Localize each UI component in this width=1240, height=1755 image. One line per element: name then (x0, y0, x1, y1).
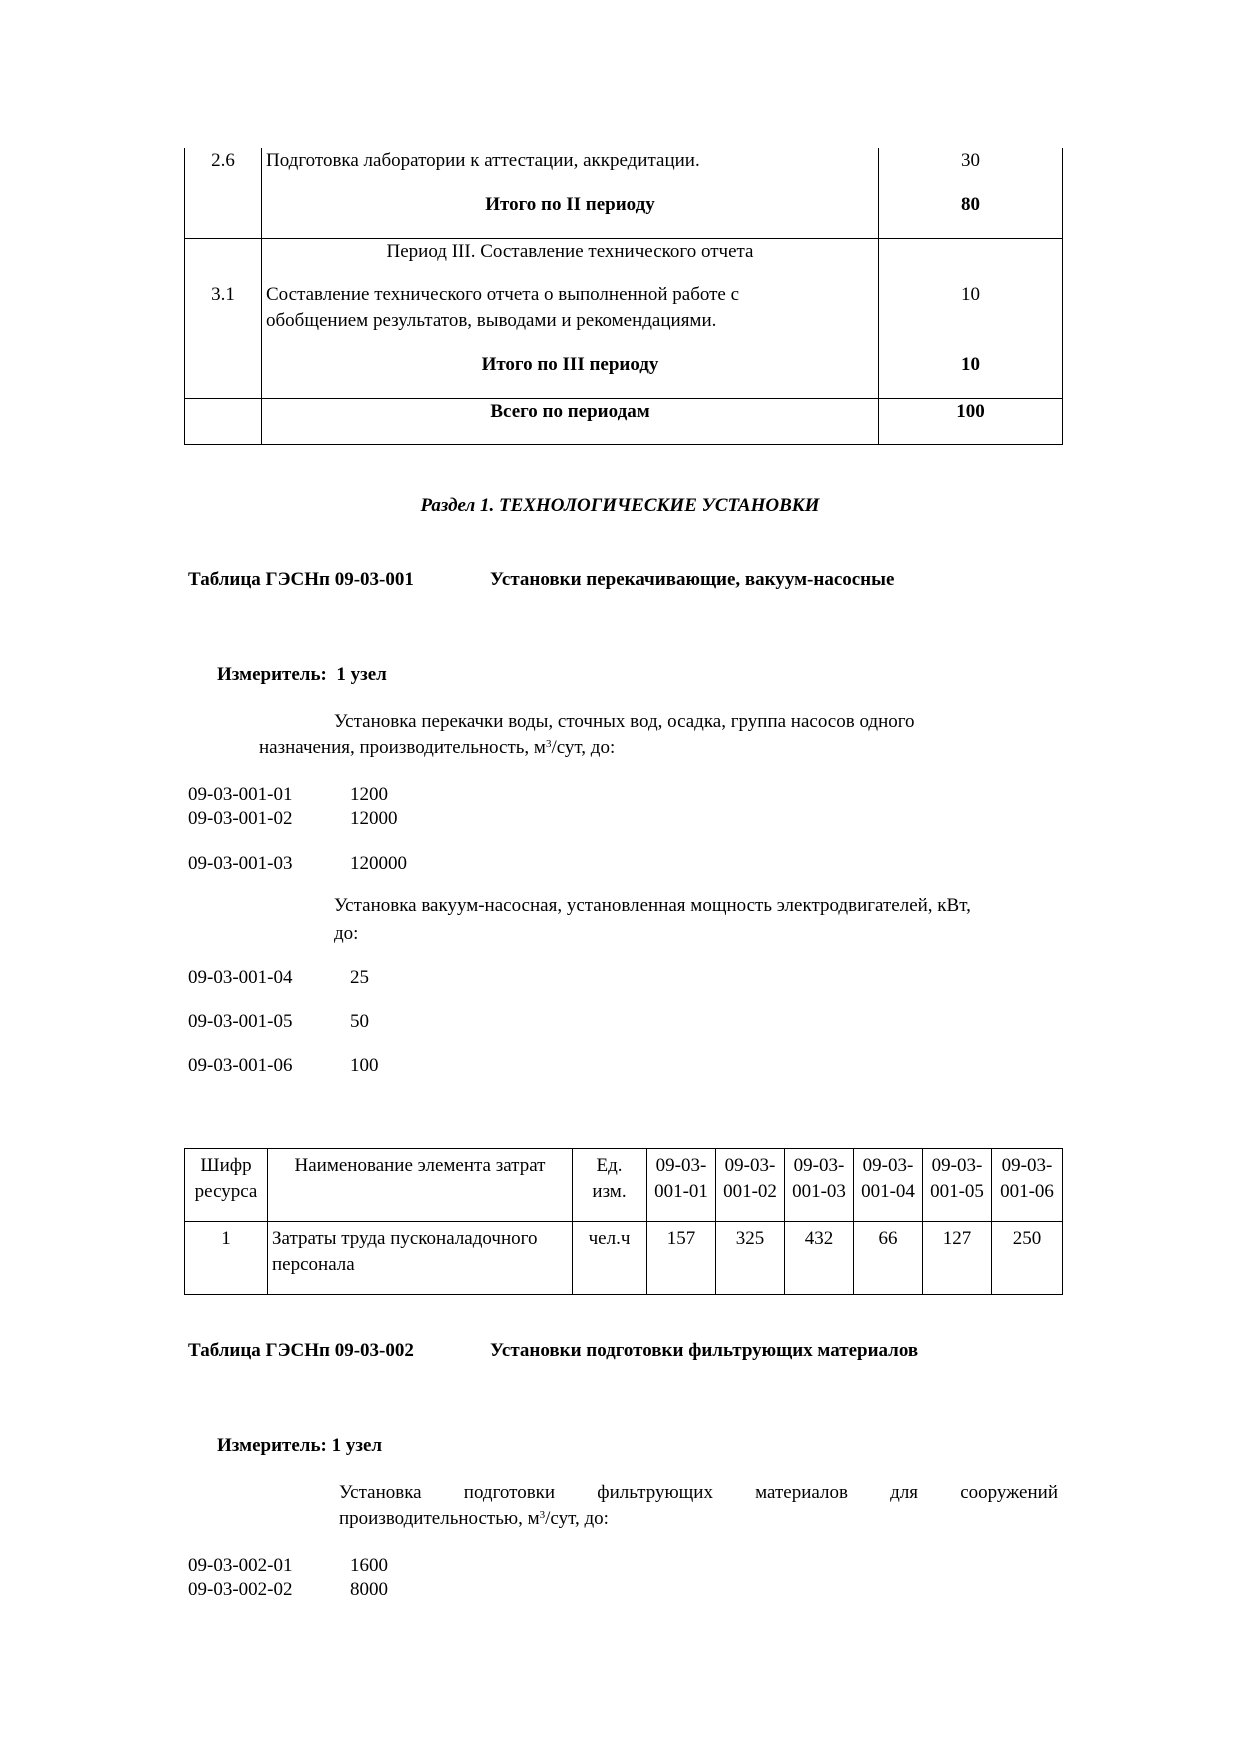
total-period-iii-label: Итого по III периоду (262, 352, 879, 398)
item-value: 1600 (350, 1555, 388, 1576)
item-code: 09-03-001-03 (188, 853, 293, 874)
periods-table (184, 148, 1063, 445)
header-code: Шифр ресурса (185, 1149, 268, 1222)
item-value: 120000 (350, 853, 407, 874)
total-period-iii-value: 10 (879, 352, 1063, 398)
description-line: Установка перекачки воды, сточных вод, осадка, группа насосов одного (334, 711, 915, 732)
header-unit: Ед. изм. (573, 1149, 647, 1222)
description-line: Установка вакуум-насосная, установленная мощность электродвигателей, кВт, (334, 895, 971, 916)
description-line: производительностью, $м^3$/сут, до: (339, 1508, 609, 1529)
header-col: 09-03- 001-04 (854, 1149, 923, 1222)
grand-total-value: 100 (879, 398, 1063, 444)
meter-label: Измеритель: 1 узел (217, 1435, 383, 1456)
resource-value: 250 (992, 1222, 1063, 1295)
header-col: 09-03- 001-01 (647, 1149, 716, 1222)
resource-unit: чел.ч (573, 1222, 647, 1295)
cost-table (184, 1148, 1063, 1295)
row-value: 10 (879, 282, 1063, 352)
period-iii-title: Период III. Составление технического отчета (262, 238, 879, 282)
resource-value: 157 (647, 1222, 716, 1295)
row-text: Подготовка лаборатории к аттестации, аккредитации. (262, 148, 879, 192)
item-value: 1200 (350, 784, 388, 805)
description-line: до: (334, 923, 359, 944)
resource-code: 1 (185, 1222, 268, 1295)
description-line: Установка подготовки фильтрующих материалов для сооружений (339, 1482, 1058, 1503)
header-col: 09-03- 001-05 (923, 1149, 992, 1222)
row-value: 30 (879, 148, 1063, 192)
section-title: Раздел 1. ТЕХНОЛОГИЧЕСКИЕ УСТАНОВКИ (420, 495, 820, 516)
header-name: Наименование элемента затрат (268, 1149, 573, 1222)
total-period-ii-label: Итого по II периоду (262, 192, 879, 238)
meter-label: Измеритель: 1 узел (217, 664, 387, 685)
table-row (185, 1222, 1063, 1295)
item-code: 09-03-001-04 (188, 967, 293, 988)
item-code: 09-03-001-01 (188, 784, 293, 805)
item-code: 09-03-002-01 (188, 1555, 293, 1576)
resource-value: 127 (923, 1222, 992, 1295)
item-value: 25 (350, 967, 369, 988)
table-title: Установки подготовки фильтрующих материалов (490, 1340, 919, 1361)
item-code: 09-03-001-05 (188, 1011, 293, 1032)
header-col: 09-03- 001-03 (785, 1149, 854, 1222)
table-label: Таблица ГЭСНп 09-03-002 (188, 1340, 414, 1361)
item-code: 09-03-001-06 (188, 1055, 293, 1076)
row-number: 2.6 (185, 148, 262, 192)
resource-value: 66 (854, 1222, 923, 1295)
resource-value: 432 (785, 1222, 854, 1295)
table-label: Таблица ГЭСНп 09-03-001 (188, 569, 414, 590)
item-code: 09-03-001-02 (188, 808, 293, 829)
row-text: Составление технического отчета о выполненной работе с обобщением результатов, выводами и рекомендациями. (262, 282, 879, 352)
table-title: Установки перекачивающие, вакуум-насосные (490, 569, 895, 590)
item-value: 50 (350, 1011, 369, 1032)
header-col: 09-03- 001-02 (716, 1149, 785, 1222)
item-value: 8000 (350, 1579, 388, 1600)
grand-total-label: Всего по периодам (262, 398, 879, 444)
row-number: 3.1 (185, 282, 262, 352)
total-period-ii-value: 80 (879, 192, 1063, 238)
resource-value: 325 (716, 1222, 785, 1295)
item-code: 09-03-002-02 (188, 1579, 293, 1600)
item-value: 100 (350, 1055, 379, 1076)
header-col: 09-03- 001-06 (992, 1149, 1063, 1222)
description-line: назначения, производительность, $м^3$/сут, до: (259, 737, 616, 758)
item-value: 12000 (350, 808, 398, 829)
resource-name: Затраты труда пусконаладочного персонала (268, 1222, 573, 1295)
